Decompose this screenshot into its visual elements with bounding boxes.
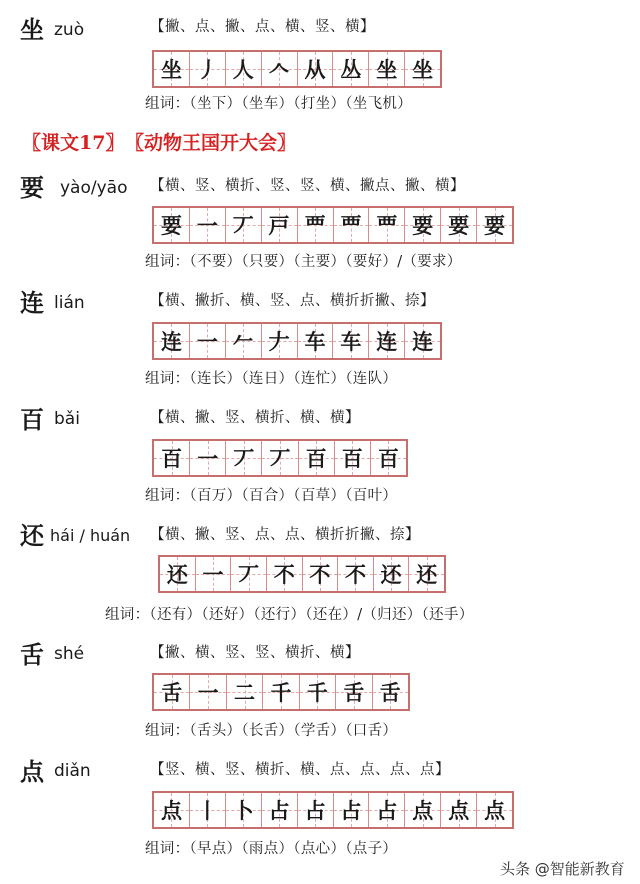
stroke-cell: 千: [263, 675, 299, 709]
word-examples: 组词：（坐下）（坐车）（打坐）（坐飞机）: [145, 96, 412, 112]
stroke-cell: 千: [300, 675, 336, 709]
entry-pinyin: shé: [54, 644, 85, 664]
stroke-cell: 𠂇: [262, 324, 298, 358]
stroke-cell: 点: [477, 793, 512, 827]
stroke-cell: 百: [335, 441, 371, 475]
stroke-cell: 连: [154, 324, 190, 358]
stroke-order: 【横、撇、竖、横折、横、横】: [150, 410, 360, 426]
stroke-cell: 丨: [190, 793, 226, 827]
stroke-cell: 百: [371, 441, 406, 475]
entry-pinyin: diǎn: [54, 761, 91, 781]
stroke-order: 【横、竖、横折、竖、竖、横、撇点、撇、横】: [150, 178, 465, 194]
entry-pinyin: zuò: [54, 20, 85, 40]
stroke-cell: 丆: [231, 557, 267, 591]
word-examples: 组词：（早点）（雨点）（点心）（点子）: [145, 841, 398, 857]
stroke-order: 【横、撇折、横、竖、点、横折折撇、捺】: [150, 293, 435, 309]
stroke-cell: 占: [298, 793, 334, 827]
stroke-cell: 覀: [298, 208, 334, 242]
lesson-header: [22, 134, 306, 153]
stroke-cell: 还: [409, 557, 444, 591]
entry-char: 坐: [20, 15, 44, 44]
watermark: 头条 @智能新教育: [500, 860, 625, 878]
word-examples: 组词：（还有）（还好）（还行）（还在）/（归还）（还手）: [105, 607, 474, 623]
stroke-cell: 要: [154, 208, 190, 242]
entry-char: 还: [20, 521, 44, 550]
stroke-cell: 坐: [154, 52, 190, 86]
stroke-cell: 覀: [369, 208, 405, 242]
entry-char: 要: [20, 173, 44, 202]
stroke-order: 【撇、点、撇、点、横、竖、横】: [150, 19, 375, 35]
stroke-cell: 连: [405, 324, 440, 358]
stroke-cell: 点: [441, 793, 477, 827]
stroke-grid: [152, 439, 408, 477]
stroke-cell: 卜: [226, 793, 262, 827]
entry-char: 连: [20, 288, 44, 317]
stroke-cell: 从: [298, 52, 334, 86]
stroke-order: 【撇、横、竖、竖、横折、横】: [150, 645, 360, 661]
entry-char: 点: [20, 757, 44, 786]
entry-pinyin: yào/yāo: [60, 178, 128, 198]
stroke-cell: 一: [190, 208, 226, 242]
stroke-cell: 坐: [405, 52, 440, 86]
stroke-cell: 车: [298, 324, 334, 358]
stroke-cell: 不: [338, 557, 374, 591]
stroke-cell: 占: [262, 793, 298, 827]
stroke-cell: 二: [227, 675, 263, 709]
stroke-cell: 车: [333, 324, 369, 358]
stroke-cell: 不: [267, 557, 303, 591]
stroke-grid: [152, 50, 442, 88]
stroke-cell: 连: [369, 324, 405, 358]
lesson-title: 〖动物王国开大会〗: [134, 132, 296, 154]
stroke-grid: [152, 791, 514, 829]
stroke-grid: [152, 206, 514, 244]
stroke-cell: 一: [190, 324, 226, 358]
stroke-cell: 舌: [154, 675, 190, 709]
stroke-cell: 还: [374, 557, 410, 591]
stroke-grid: [152, 322, 442, 360]
stroke-cell: 一: [190, 441, 226, 475]
stroke-cell: 坐: [369, 52, 405, 86]
stroke-cell: 𠆢: [262, 52, 298, 86]
stroke-cell: 百: [154, 441, 190, 475]
stroke-cell: 𠂉: [226, 324, 262, 358]
stroke-cell: 百: [299, 441, 335, 475]
stroke-grid: [158, 555, 446, 593]
word-examples: 组词：（百万）（百合）（百草）（百叶）: [145, 488, 398, 504]
stroke-cell: 丆: [226, 441, 262, 475]
stroke-cell: 人: [226, 52, 262, 86]
stroke-cell: 占: [334, 793, 370, 827]
stroke-cell: 占: [369, 793, 405, 827]
stroke-cell: 丆: [262, 441, 298, 475]
entry-pinyin: hái / huán: [50, 526, 131, 545]
stroke-cell: 要: [405, 208, 441, 242]
word-examples: 组词：（舌头）（长舌）（学舌）（口舌）: [145, 723, 398, 739]
stroke-cell: 还: [160, 557, 196, 591]
stroke-order: 【横、撇、竖、点、点、横折折撇、捺】: [150, 527, 420, 543]
stroke-cell: 丛: [333, 52, 369, 86]
stroke-cell: 覀: [334, 208, 370, 242]
stroke-cell: 丆: [226, 208, 262, 242]
word-examples: 组词：（连长）（连日）（连忙）（连队）: [145, 371, 398, 387]
stroke-cell: 舌: [336, 675, 372, 709]
stroke-cell: 要: [441, 208, 477, 242]
stroke-order: 【竖、横、竖、横折、横、点、点、点、点】: [150, 762, 450, 778]
stroke-cell: 一: [190, 675, 226, 709]
lesson-number: 〖课文17〗: [22, 132, 125, 154]
stroke-cell: 要: [477, 208, 512, 242]
stroke-cell: 丿: [190, 52, 226, 86]
stroke-cell: 点: [154, 793, 190, 827]
entry-pinyin: lián: [54, 293, 85, 313]
stroke-cell: 戸: [262, 208, 298, 242]
stroke-cell: 舌: [373, 675, 408, 709]
entry-char: 百: [20, 405, 44, 434]
stroke-cell: 不: [303, 557, 339, 591]
word-examples: 组词：（不要）（只要）（主要）（要好）/（要求）: [145, 254, 462, 270]
stroke-grid: [152, 673, 410, 711]
entry-char: 舌: [20, 640, 44, 669]
stroke-cell: 点: [405, 793, 441, 827]
entry-pinyin: bǎi: [54, 409, 80, 429]
stroke-cell: 一: [196, 557, 232, 591]
